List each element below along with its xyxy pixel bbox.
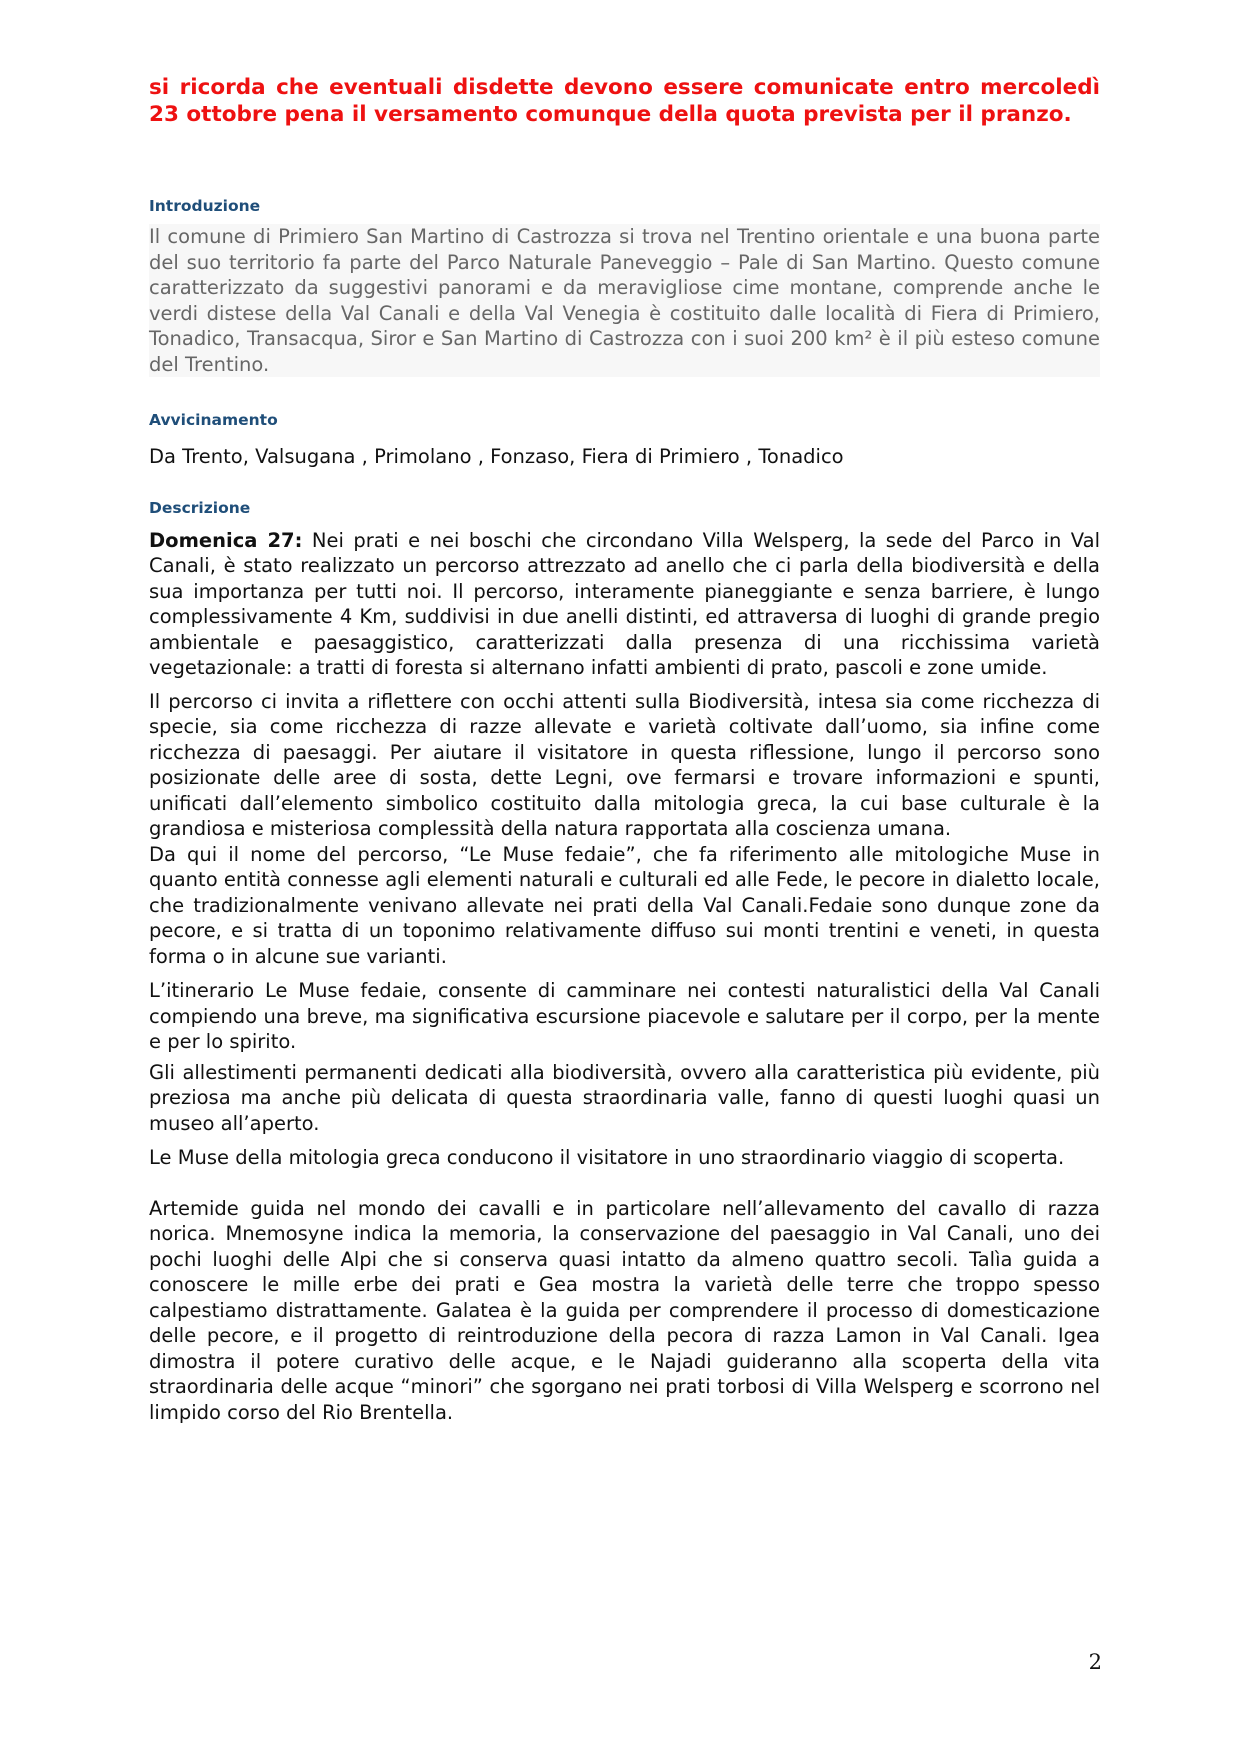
approach-heading: Avvicinamento [149,411,278,429]
description-paragraph-6: Le Muse della mitologia greca conducono il visitatore in uno straordinario viaggio di scoperta. [149,1146,1065,1169]
description-paragraph-3: Da qui il nome del percorso, “Le Muse fedaie”, che fa riferimento alle mitologiche Muse in quanto entità connesse agli elementi naturali e culturali ed alle Fede, le pecore in dialetto locale, che tradizionalmente venivano allevate nei prati della Val Canali.Fedaie sono dunque zone da pecore, e si tratta di un toponimo relativamente diffuso sui monti trentini e veneti, in questa forma o in alcune sue varianti. [149,842,1100,968]
description-paragraph-1-text: Nei prati e nei boschi che circondano Villa Welsperg, la sede del Parco in Val Canali, è stato realizzato un percorso attrezzato ad anello che ci parla della biodiversità e della sua importanza per tutti noi. Il percorso, interamente pianeggiante e senza barriere, è lungo complessivamente 4 Km, suddivisi in due anelli distinti, ed attraversa di luoghi di grande pregio ambientale e paesaggistico, caratterizzati dalla presenza di una ricchissima varietà vegetazionale: a tratti di foresta si alternano infatti ambienti di prato, pascoli e zone umide. [149,528,1100,679]
intro-paragraph: Il comune di Primiero San Martino di Castrozza si trova nel Trentino orientale e una buona parte del suo territorio fa parte del Parco Naturale Paneveggio – Pale di San Martino. Questo comune caratterizzato da suggestivi panorami e da meravigliose cime montane, comprende anche le verdi distese della Val Canali e della Val Venegia è costituito dalle località di Fiera di Primiero, Tonadico, Transacqua, Siror e San Martino di Castrozza con i suoi 200 km² è il più esteso comune del Trentino. [149,225,1100,376]
cancellation-warning: si ricorda che eventuali disdette devono essere comunicate entro mercoledì 23 ottobre pena il versamento comunque della quota prevista per il pranzo. [149,75,1100,127]
description-paragraph-4: L’itinerario Le Muse fedaie, consente di camminare nei contesti naturalistici della Val Canali compiendo una breve, ma significativa escursione piacevole e salutare per il corpo, per la mente e per lo spirito. [149,979,1100,1053]
description-paragraph-5: Gli allestimenti permanenti dedicati alla biodiversità, ovvero alla caratteristica più evidente, più preziosa ma anche più delicata di questa straordinaria valle, fanno di questi luoghi quasi un museo all’aperto. [149,1060,1100,1135]
day-label: Domenica 27: [149,528,303,552]
description-heading: Descrizione [149,498,251,517]
intro-heading: Introduzione [149,197,261,215]
description-paragraph-2: Il percorso ci invita a riflettere con occhi attenti sulla Biodiversità, intesa sia come ricchezza di specie, sia come ricchezza di razze allevate e varietà coltivate dall’uomo, sia infine come ricchezza di paesaggi. Per aiutare il visitatore in questa riflessione, lungo il percorso sono posizionate delle aree di sosta, dette Legni, ove fermarsi e trovare informazioni e spunti, unificati dall’elemento simbolico costituito dalla mitologia greca, la cui base culturale è la grandiosa e misteriosa complessità della natura rapportata alla coscienza umana. [149,689,1100,840]
approach-paragraph: Da Trento, Valsugana , Primolano , Fonzaso, Fiera di Primiero , Tonadico [149,445,844,468]
page-number: 2 [1088,1650,1102,1674]
document-page [149,74,1100,1425]
description-paragraph-1 [149,528,1100,681]
description-paragraph-7: Artemide guida nel mondo dei cavalli e in particolare nell’allevamento del cavallo di razza norica. Mnemosyne indica la memoria, la conservazione del paesaggio in Val Canali, uno dei pochi luoghi delle Alpi che si conserva quasi intatto da almeno quattro secoli. Talìa guida a conoscere le mille erbe dei prati e Gea mostra la varietà delle terre che troppo spesso calpestiamo distrattamente. Galatea è la guida per comprendere il processo di domesticazione delle pecore, e il progetto di reintroduzione della pecora di razza Lamon in Val Canali. Igea dimostra il potere curativo delle acque, e le Najadi guideranno alla scoperta della vita straordinaria delle acque “minori” che sgorgano nei prati torbosi di Villa Welsperg e scorrono nel limpido corso del Rio Brentella. [149,1196,1100,1424]
